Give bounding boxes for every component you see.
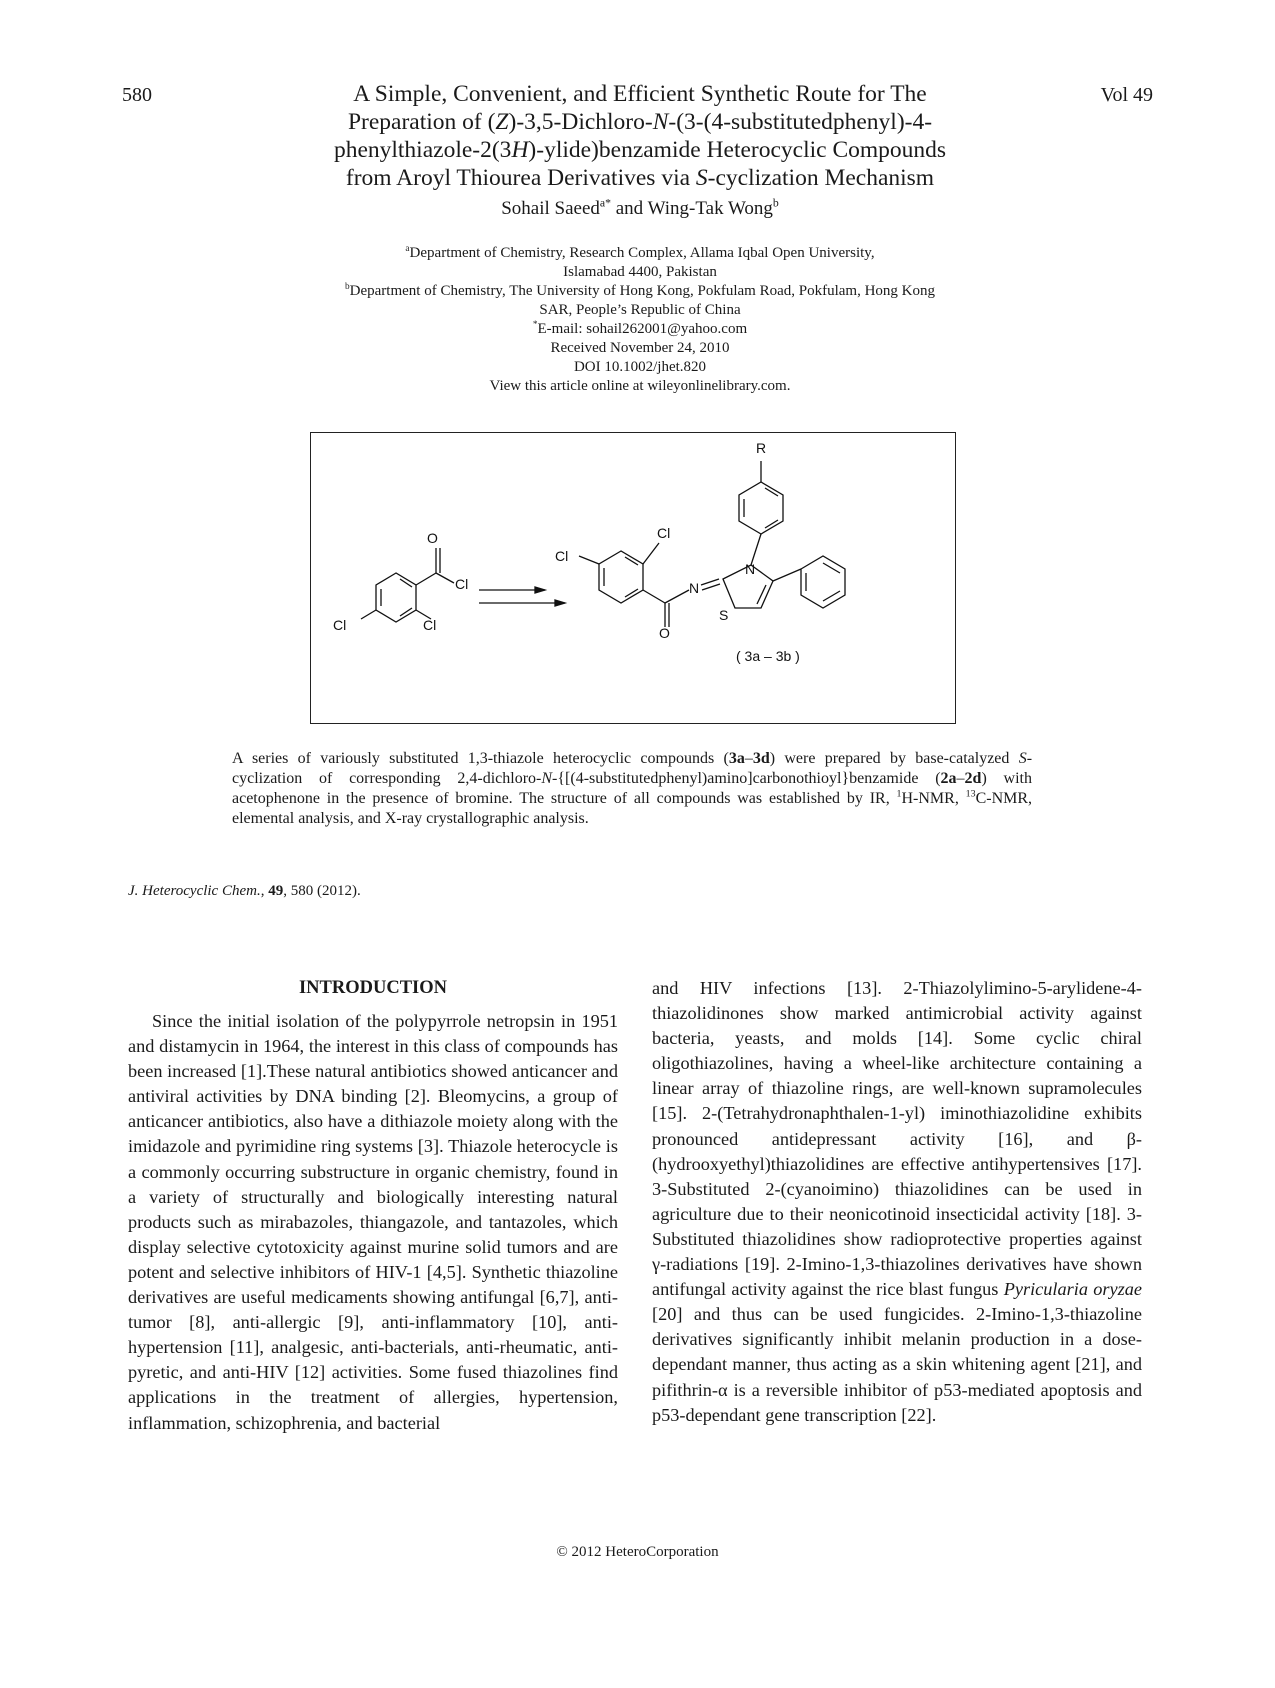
label-n-imine: N — [689, 580, 700, 596]
intro-column-1 — [128, 976, 618, 1436]
scheme-drawing — [311, 433, 957, 725]
title-line-3: phenylthiazole-2(3H)-ylide)benzamide Heterocyclic Compounds — [333, 137, 947, 163]
title-line-1: A Simple, Convenient, and Efficient Synthetic Route for The — [353, 81, 927, 107]
abstract: A series of variously substituted 1,3-thiazole heterocyclic compounds (3a–3d) were prepared by base-catalyzed S-cyclization of corresponding 2,4-dichloro-N-{[(4-substitutedphenyl)amino]carbonothioyl}benzamide (2a–2d) with acetophenone in the presence of bromine. The structure of all compounds was established by IR, $^1$H-NMR, $^{13}$C-NMR, elemental analysis, and X-ray crystallographic analysis. — [232, 750, 1033, 827]
copyright-footer: © 2012 HeteroCorporation — [556, 1544, 719, 1560]
affiliations: $^a$Department of Chemistry, Research Complex, Allama Iqbal Open University, Islamabad 4400, Pakistan $^b$Department of Chemistry, The University of Hong Kong, Pokfulam Road, Pokfulam, Hong Kong SAR, People’s Republic of China *E-mail: sohail262001@yahoo.com Received November 24, 2010 DOI 10.1002/jhet.820 View this article online at wileyonlinelibrary.com. — [240, 244, 1040, 396]
label-cl-ortho-2: Cl — [657, 525, 671, 541]
label-r: R — [756, 440, 767, 456]
author-2: Wing-Tak Wong — [647, 198, 773, 219]
journal-citation: J. Heterocyclic Chem., 49, 580 (2012). — [128, 883, 361, 899]
volume-label: Vol 49 — [1100, 84, 1153, 106]
label-o-2: O — [659, 625, 670, 641]
label-cl-ortho-1: Cl — [423, 617, 437, 633]
label-o-1: O — [427, 530, 438, 546]
intro-paragraph-1: Since the initial isolation of the polypyrrole netropsin in 1951 and distamycin in 1964, the interest in this class of compounds has been increased [1].These natural antibiotics showed anticancer and antiviral activities by DNA binding [2]. Bleomycins, a group of anticancer antibiotics, also have a dithiazole moiety along with the imidazole and pyrimidine ring systems [3]. Thiazole heterocycle is a commonly occurring substructure in organic chemistry, found in a variety of structurally and biologically interesting natural products such as mirabazoles, thiangazole, and tantazoles, which display selective cytotoxicity against murine solid tumors and are potent and selective inhibitors of HIV-1 [4,5]. Synthetic thiazoline derivatives are useful medicaments showing antifungal [6,7], anti-tumor [8], anti-allergic [9], anti-inflammatory [10], anti-hypertension [11], analgesic, anti-bacterials, anti-rheumatic, anti-pyretic, and anti-HIV [12] activities. Some fused thiazolines find applications in the treatment of allergies, hypertension, inflammation, schizophrenia, and bacterial — [128, 1011, 618, 1433]
received-date: Received November 24, 2010 — [550, 340, 730, 356]
label-n-ring: N — [745, 561, 756, 577]
affiliation-b: $^b$Department of Chemistry, The University of Hong Kong, Pokfulam Road, Pokfulam, Hong Kong — [344, 282, 935, 299]
affiliation-a: $^a$Department of Chemistry, Research Complex, Allama Iqbal Open University, — [405, 244, 875, 261]
label-cl-left: Cl — [333, 617, 347, 633]
section-heading: INTRODUCTION — [298, 978, 448, 998]
intro-paragraph-2: and HIV infections [13]. 2-Thiazolylimino-5-arylidene-4-thiazolidinones show marked antimicrobial activity against bacteria, yeasts, and molds [14]. Some cyclic chiral oligothiazolines, having a wheel-like architecture containing a linear array of thiazoline rings, are well-known supramolecules [15]. 2-(Tetrahydronaphthalen-1-yl) iminothiazolidine exhibits pronounced antidepressant activity [16], and β-(hydrooxyethyl)thiazolidines are effective antihypertensives [17]. 3-Substituted 2-(cyanoimino) thiazolidines can be used in agriculture due to their neonicotinoid insecticidal activity [18]. 3-Substituted thiazolidines show radioprotective properties against γ-radiations [19]. 2-Imino-1,3-thiazolines derivatives have shown antifungal activity against the rice blast fungus Pyricularia oryzae [20] and thus can be used fungicides. 2-Imino-1,3-thiazoline derivatives significantly inhibit melanin production in a dose-dependant manner, thus acting as a skin whitening agent [21], and pifithrin-α is a reversible inhibitor of p53-mediated apoptosis and p53-dependant gene transcription [22]. — [652, 978, 1142, 1425]
title-line-2: Preparation of (Z)-3,5-Dichloro-N-(3-(4-substitutedphenyl)-4- — [347, 109, 933, 135]
page-number: 580 — [122, 84, 152, 106]
online-note: View this article online at wileyonlinelibrary.com. — [489, 378, 791, 394]
label-s-ring: S — [719, 607, 729, 623]
doi: DOI 10.1002/jhet.820 — [573, 359, 707, 375]
article-title — [260, 80, 1020, 192]
label-cl-acyl: Cl — [455, 576, 469, 592]
compound-range-label: ( 3a – 3b ) — [736, 648, 800, 664]
label-cl-para-2: Cl — [555, 548, 569, 564]
email: *E-mail: sohail262001@yahoo.com — [532, 320, 748, 337]
author-1: Sohail Saeed — [501, 198, 600, 219]
reaction-scheme — [310, 432, 956, 724]
intro-column-2 — [652, 976, 1142, 1428]
title-line-4: from Aroyl Thiourea Derivatives via S-cyclization Mechanism — [345, 165, 935, 191]
author-list: Sohail Saeed$^{a*}$ and Wing-Tak Wong$^b$ — [501, 196, 779, 219]
